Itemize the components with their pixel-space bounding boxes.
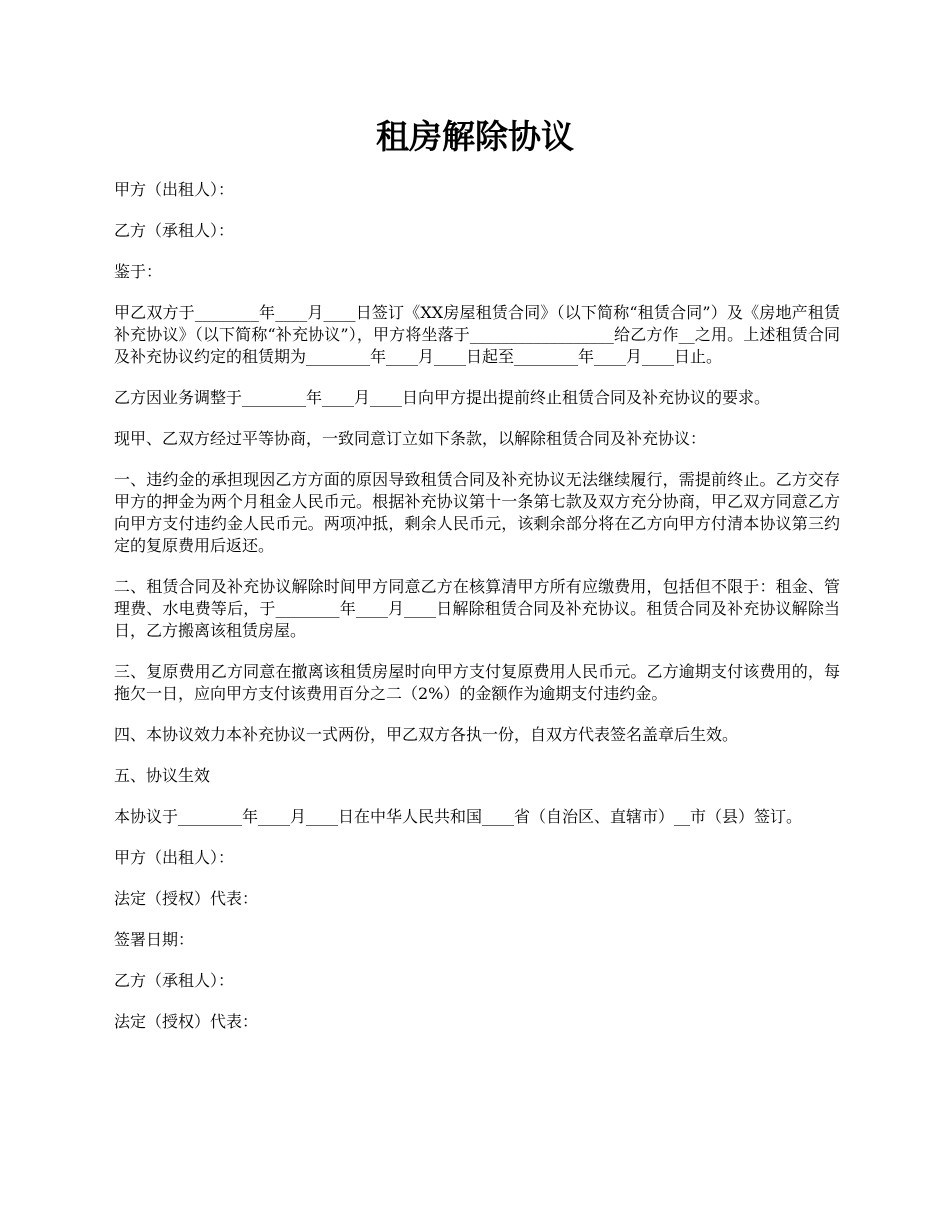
clause-2-termination-date: 二、租赁合同及补充协议解除时间甲方同意乙方在核算清甲方所有应缴费用，包括但不限于：租金、管理费、水电费等后，于________年____月____日解除租赁合同及补充协议。租赁合同及补充协议解除当日，乙方搬离该租赁房屋。 bbox=[114, 577, 840, 640]
party-b-line: 乙方（承租人）： bbox=[114, 221, 235, 240]
signing-location: 本协议于________年____月____日在中华人民共和国____省（自治区、直辖市）__市（县）签订。 bbox=[114, 807, 803, 826]
signature-date: 签署日期： bbox=[114, 930, 195, 949]
clause-3-restoration-fee: 三、复原费用乙方同意在撤离该租赁房屋时向甲方支付复原费用人民币元。乙方逾期支付该费用的，每拖欠一日，应向甲方支付该费用百分之二（2%）的金额作为逾期支付违约金。 bbox=[114, 662, 840, 703]
signature-party-a-representative: 法定（授权）代表： bbox=[114, 889, 259, 908]
agreement-intro: 现甲、乙双方经过平等协商，一致同意订立如下条款，以解除租赁合同及补充协议： bbox=[114, 429, 707, 448]
signature-party-b: 乙方（承租人）： bbox=[114, 971, 235, 990]
document-body bbox=[114, 179, 840, 1052]
clause-4-effect: 四、本协议效力本补充协议一式两份，甲乙双方各执一份，自双方代表签名盖章后生效。 bbox=[114, 725, 739, 744]
signature-party-a: 甲方（出租人）： bbox=[114, 848, 235, 867]
clause-5-heading: 五、协议生效 bbox=[114, 766, 211, 785]
page-title: 租房解除协议 bbox=[376, 117, 574, 156]
recital-termination-request: 乙方因业务调整于________年____月____日向甲方提出提前终止租赁合同及补充协议的要求。 bbox=[114, 388, 771, 407]
clause-1-penalty: 一、违约金的承担现因乙方方面的原因导致租赁合同及补充协议无法继续履行，需提前终止。乙方交存甲方的押金为两个月租金人民币元。根据补充协议第十一条第七款及双方充分协商，甲乙双方同意乙方向甲方支付违约金人民币元。两项冲抵，剩余人民币元，该剩余部分将在乙方向甲方付清本协议第三约定的复原费用后返还。 bbox=[114, 470, 840, 555]
party-a-line: 甲方（出租人）： bbox=[114, 180, 235, 199]
whereas-heading: 鉴于： bbox=[114, 262, 163, 281]
recital-lease-paragraph: 甲乙双方于________年____月____日签订《XX房屋租赁合同》（以下简称“租赁合同”）及《房地产租赁补充协议》（以下简称“补充协议”），甲方将坐落于__________________给乙方作__之用。上述租赁合同及补充协议约定的租赁期为________年____月____日起至________年____月____日止。 bbox=[114, 303, 840, 366]
signature-party-b-representative: 法定（授权）代表： bbox=[114, 1012, 259, 1031]
